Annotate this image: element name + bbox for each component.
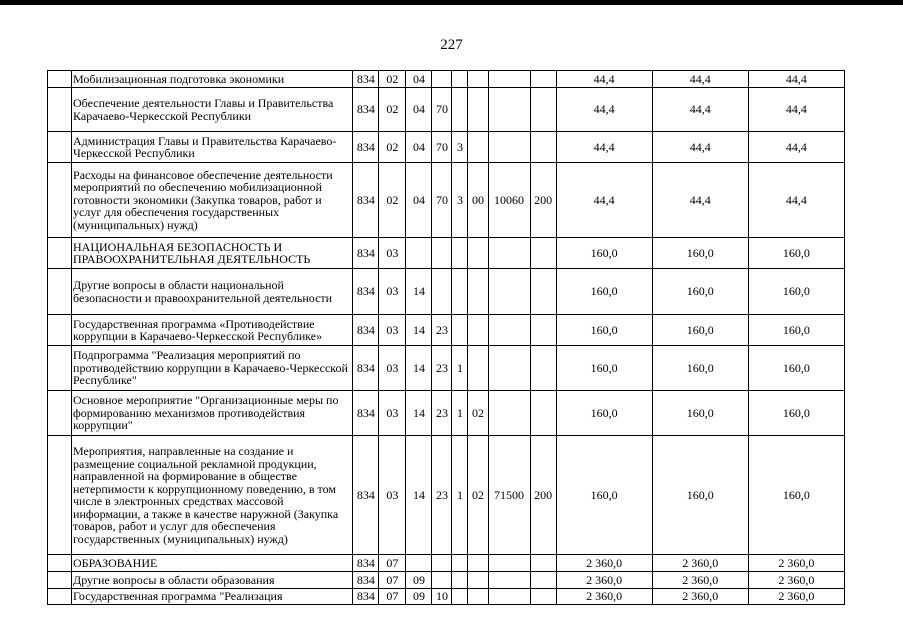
- code-expense-type: [530, 71, 556, 88]
- amount-col-3: 160,0: [748, 269, 844, 315]
- code-expense-type: [530, 572, 556, 589]
- row-blank-cell: [48, 238, 72, 269]
- row-name: Мобилизационная подготовка экономики: [72, 71, 353, 88]
- code-section: 03: [379, 269, 406, 315]
- code-direction: [488, 238, 530, 269]
- code-program: [432, 269, 452, 315]
- table-row: [48, 269, 845, 315]
- code-program: 23: [432, 346, 452, 391]
- row-name: ОБРАЗОВАНИЕ: [72, 555, 353, 572]
- code-direction: 10060: [488, 163, 530, 238]
- code-main-event: [468, 572, 488, 589]
- code-section: 03: [379, 436, 406, 555]
- table-row: [48, 391, 845, 436]
- code-program: 23: [432, 436, 452, 555]
- code-subprogram: 3: [452, 132, 468, 163]
- code-direction: [488, 391, 530, 436]
- row-blank-cell: [48, 269, 72, 315]
- row-name: Другие вопросы в области образования: [72, 572, 353, 589]
- code-ministry: 834: [353, 269, 379, 315]
- code-direction: [488, 346, 530, 391]
- amount-col-2: 160,0: [652, 346, 748, 391]
- amount-col-3: 44,4: [748, 132, 844, 163]
- page-number: 227: [440, 37, 463, 53]
- code-subsection: 09: [406, 589, 432, 605]
- row-blank-cell: [48, 132, 72, 163]
- row-name: НАЦИОНАЛЬНАЯ БЕЗОПАСНОСТЬ И ПРАВООХРАНИТЕЛЬНАЯ ДЕЯТЕЛЬНОСТЬ: [72, 238, 353, 269]
- row-name: Государственная программа "Реализация: [72, 589, 353, 605]
- code-ministry: 834: [353, 132, 379, 163]
- table-row: [48, 589, 845, 605]
- code-ministry: 834: [353, 589, 379, 605]
- amount-col-3: 160,0: [748, 346, 844, 391]
- code-main-event: 02: [468, 391, 488, 436]
- code-subprogram: [452, 572, 468, 589]
- code-main-event: [468, 346, 488, 391]
- code-program: 70: [432, 163, 452, 238]
- code-section: 02: [379, 71, 406, 88]
- code-program: 23: [432, 391, 452, 436]
- code-expense-type: [530, 238, 556, 269]
- code-main-event: 00: [468, 163, 488, 238]
- row-blank-cell: [48, 163, 72, 238]
- code-main-event: 02: [468, 436, 488, 555]
- amount-col-1: 160,0: [556, 269, 652, 315]
- amount-col-3: 160,0: [748, 436, 844, 555]
- amount-col-2: 44,4: [652, 132, 748, 163]
- code-subsection: 14: [406, 346, 432, 391]
- amount-col-2: 2 360,0: [652, 555, 748, 572]
- code-subsection: 04: [406, 71, 432, 88]
- code-section: 07: [379, 555, 406, 572]
- row-name: Расходы на финансовое обеспечение деятельности мероприятий по обеспечению мобилизационной готовности экономики (Закупка товаров, работ и услуг для обеспечения государственных (муниципальных) нужд): [72, 163, 353, 238]
- code-subprogram: [452, 589, 468, 605]
- amount-col-2: 44,4: [652, 163, 748, 238]
- code-ministry: 834: [353, 391, 379, 436]
- code-expense-type: [530, 88, 556, 132]
- amount-col-3: 2 360,0: [748, 572, 844, 589]
- code-section: 03: [379, 238, 406, 269]
- code-subsection: 04: [406, 163, 432, 238]
- code-expense-type: [530, 555, 556, 572]
- row-name: Обеспечение деятельности Главы и Правительства Карачаево-Черкесской Республики: [72, 88, 353, 132]
- amount-col-2: 160,0: [652, 315, 748, 346]
- code-program: 70: [432, 88, 452, 132]
- code-ministry: 834: [353, 238, 379, 269]
- code-program: 70: [432, 132, 452, 163]
- code-program: 10: [432, 589, 452, 605]
- code-subsection: [406, 555, 432, 572]
- code-section: 02: [379, 163, 406, 238]
- table-row: [48, 572, 845, 589]
- code-direction: [488, 589, 530, 605]
- code-expense-type: [530, 269, 556, 315]
- budget-table-body: [48, 71, 845, 605]
- amount-col-3: 160,0: [748, 391, 844, 436]
- code-ministry: 834: [353, 315, 379, 346]
- table-row: [48, 163, 845, 238]
- code-direction: [488, 71, 530, 88]
- amount-col-2: 160,0: [652, 269, 748, 315]
- amount-col-3: 2 360,0: [748, 555, 844, 572]
- amount-col-1: 2 360,0: [556, 572, 652, 589]
- code-program: [432, 238, 452, 269]
- code-expense-type: [530, 346, 556, 391]
- code-expense-type: [530, 391, 556, 436]
- code-expense-type: [530, 132, 556, 163]
- amount-col-1: 44,4: [556, 163, 652, 238]
- code-direction: 71500: [488, 436, 530, 555]
- row-blank-cell: [48, 589, 72, 605]
- code-direction: [488, 555, 530, 572]
- code-section: 03: [379, 346, 406, 391]
- code-section: 02: [379, 88, 406, 132]
- row-name: Другие вопросы в области национальной безопасности и правоохранительной деятельности: [72, 269, 353, 315]
- amount-col-3: 160,0: [748, 315, 844, 346]
- code-ministry: 834: [353, 346, 379, 391]
- code-section: 03: [379, 315, 406, 346]
- code-subprogram: [452, 88, 468, 132]
- row-blank-cell: [48, 436, 72, 555]
- code-main-event: [468, 269, 488, 315]
- amount-col-2: 160,0: [652, 238, 748, 269]
- code-subprogram: 1: [452, 346, 468, 391]
- table-row: [48, 132, 845, 163]
- row-blank-cell: [48, 88, 72, 132]
- code-direction: [488, 88, 530, 132]
- code-section: 02: [379, 132, 406, 163]
- code-subprogram: [452, 269, 468, 315]
- code-program: [432, 71, 452, 88]
- code-subprogram: [452, 315, 468, 346]
- row-name: Мероприятия, направленные на создание и размещение социальной рекламной продукции, направленной на формирование в обществе нетерпимости к коррупционному поведению, в том числе в электронных средствах массовой информации, а также в качестве наружной (Закупка товаров, работ и услуг для обеспечения государственных (муниципальных) нужд): [72, 436, 353, 555]
- code-main-event: [468, 315, 488, 346]
- row-blank-cell: [48, 572, 72, 589]
- code-subsection: 14: [406, 391, 432, 436]
- code-subsection: 09: [406, 572, 432, 589]
- code-subsection: [406, 238, 432, 269]
- amount-col-3: 160,0: [748, 238, 844, 269]
- code-main-event: [468, 589, 488, 605]
- code-ministry: 834: [353, 555, 379, 572]
- code-direction: [488, 572, 530, 589]
- code-direction: [488, 269, 530, 315]
- table-row: [48, 88, 845, 132]
- row-blank-cell: [48, 346, 72, 391]
- code-main-event: [468, 238, 488, 269]
- code-main-event: [468, 555, 488, 572]
- code-subsection: 04: [406, 132, 432, 163]
- amount-col-1: 160,0: [556, 346, 652, 391]
- code-main-event: [468, 132, 488, 163]
- code-subprogram: [452, 238, 468, 269]
- code-ministry: 834: [353, 572, 379, 589]
- code-main-event: [468, 71, 488, 88]
- code-subsection: 14: [406, 269, 432, 315]
- code-subprogram: 1: [452, 391, 468, 436]
- code-subprogram: [452, 71, 468, 88]
- amount-col-1: 44,4: [556, 71, 652, 88]
- code-section: 03: [379, 391, 406, 436]
- code-ministry: 834: [353, 71, 379, 88]
- code-subsection: 14: [406, 436, 432, 555]
- amount-col-1: 2 360,0: [556, 589, 652, 605]
- code-subprogram: 3: [452, 163, 468, 238]
- code-main-event: [468, 88, 488, 132]
- amount-col-1: 160,0: [556, 391, 652, 436]
- code-subprogram: [452, 555, 468, 572]
- amount-col-2: 2 360,0: [652, 589, 748, 605]
- code-program: [432, 572, 452, 589]
- code-subsection: 04: [406, 88, 432, 132]
- table-row: [48, 555, 845, 572]
- top-border-rule: [0, 0, 903, 5]
- row-name: Государственная программа «Противодействие коррупции в Карачаево-Черкесской Республике»: [72, 315, 353, 346]
- amount-col-3: 2 360,0: [748, 589, 844, 605]
- table-row: [48, 238, 845, 269]
- table-row: [48, 346, 845, 391]
- table-row: [48, 71, 845, 88]
- row-name: Основное мероприятие "Организационные меры по формированию механизмов противодействия коррупции": [72, 391, 353, 436]
- row-blank-cell: [48, 391, 72, 436]
- row-blank-cell: [48, 71, 72, 88]
- amount-col-1: 44,4: [556, 132, 652, 163]
- amount-col-2: 160,0: [652, 436, 748, 555]
- amount-col-2: 160,0: [652, 391, 748, 436]
- amount-col-3: 44,4: [748, 163, 844, 238]
- row-blank-cell: [48, 315, 72, 346]
- row-name: Подпрограмма "Реализация мероприятий по противодействию коррупции в Карачаево-Черкесской Республике": [72, 346, 353, 391]
- code-program: 23: [432, 315, 452, 346]
- amount-col-2: 44,4: [652, 71, 748, 88]
- amount-col-2: 44,4: [652, 88, 748, 132]
- code-expense-type: [530, 589, 556, 605]
- code-subprogram: 1: [452, 436, 468, 555]
- code-section: 07: [379, 589, 406, 605]
- code-ministry: 834: [353, 436, 379, 555]
- amount-col-1: 44,4: [556, 88, 652, 132]
- code-section: 07: [379, 572, 406, 589]
- code-expense-type: 200: [530, 163, 556, 238]
- amount-col-1: 2 360,0: [556, 555, 652, 572]
- amount-col-1: 160,0: [556, 238, 652, 269]
- budget-table: [47, 70, 845, 605]
- code-direction: [488, 132, 530, 163]
- row-name: Администрация Главы и Правительства Карачаево-Черкесской Республики: [72, 132, 353, 163]
- row-blank-cell: [48, 555, 72, 572]
- code-subsection: 14: [406, 315, 432, 346]
- code-program: [432, 555, 452, 572]
- code-expense-type: [530, 315, 556, 346]
- amount-col-3: 44,4: [748, 88, 844, 132]
- table-row: [48, 315, 845, 346]
- amount-col-3: 44,4: [748, 71, 844, 88]
- code-direction: [488, 315, 530, 346]
- amount-col-1: 160,0: [556, 315, 652, 346]
- table-row: [48, 436, 845, 555]
- amount-col-2: 2 360,0: [652, 572, 748, 589]
- code-ministry: 834: [353, 88, 379, 132]
- code-ministry: 834: [353, 163, 379, 238]
- code-expense-type: 200: [530, 436, 556, 555]
- amount-col-1: 160,0: [556, 436, 652, 555]
